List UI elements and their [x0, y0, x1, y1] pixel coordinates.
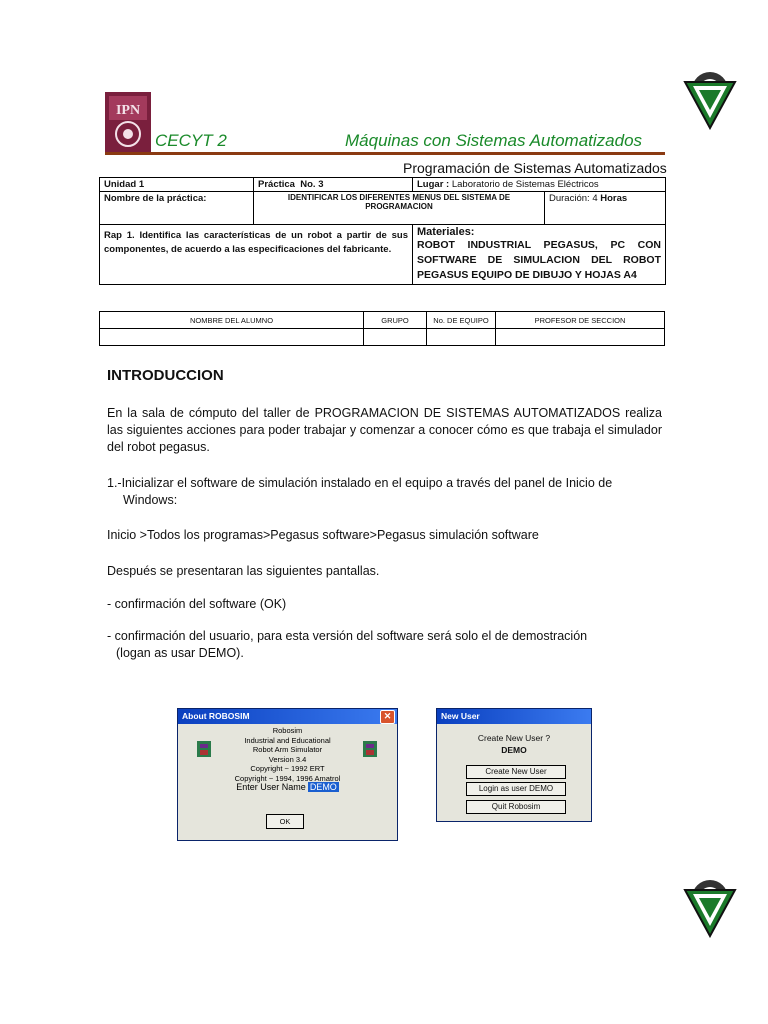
unidad-cell: Unidad 1: [100, 178, 254, 192]
students-header-name: NOMBRE DEL ALUMNO: [100, 312, 364, 329]
svg-text:IPN: IPN: [115, 103, 141, 118]
bullet-software: - confirmación del software (OK): [107, 597, 287, 611]
students-header-equipment: No. DE EQUIPO: [427, 312, 496, 329]
about-line: Version 3.4: [268, 754, 307, 764]
lugar-cell: [413, 178, 666, 192]
demo-label: DEMO: [501, 745, 527, 755]
bullet-user-line1: - confirmación del usuario, para esta versión del software será solo el de demostración: [107, 629, 588, 643]
lugar-label: Lugar :: [417, 179, 450, 190]
username-input[interactable]: DEMO: [309, 782, 337, 792]
materiales-label: Materiales:: [417, 226, 475, 238]
lugar-value: Laboratorio de Sistemas Eléctricos: [451, 179, 599, 190]
materiales-cell: [413, 225, 666, 285]
intro-heading: INTRODUCCION: [107, 367, 224, 384]
practica-cell: [254, 178, 413, 192]
step1: [107, 475, 662, 509]
practica-label: Práctica: [258, 179, 295, 190]
student-equipment-input[interactable]: [427, 329, 496, 346]
duracion-value: 4: [592, 193, 598, 204]
about-line: Robot Arm Simulator: [252, 745, 323, 754]
student-professor-input[interactable]: [496, 329, 665, 346]
nombre-label: Nombre de la práctica:: [100, 192, 254, 225]
nombre-value: IDENTIFICAR LOS DIFERENTES MENUS DEL SISTEMA DE PROGRAMACION: [254, 192, 545, 225]
about-content: [178, 726, 397, 793]
rap-cell: Rap 1. Identifica las características de un robot a partir de sus componentes, de acuerdo a las especificaciones del fabricante.: [100, 225, 413, 285]
create-question: Create New User ?: [477, 733, 551, 743]
about-line: Copyright ~ 1992 ERT: [250, 764, 325, 773]
students-header-professor: PROFESOR DE SECCION: [496, 312, 665, 329]
about-title: About ROBOSIM: [182, 711, 250, 721]
students-table: [99, 311, 665, 346]
about-line: Copyright ~ 1994, 1996 Amatrol: [234, 773, 341, 783]
step1-line1: 1.-Inicializar el software de simulación instalado en el equipo a través del panel de Inicio de: [107, 476, 613, 490]
practica-number: No. 3: [300, 179, 324, 190]
intro-paragraph: En la sala de cómputo del taller de PROGRAMACION DE SISTEMAS AUTOMATIZADOS realiza las siguientes acciones para poder trabajar y comenzar a conocer cómo es que trabaja el simulador del robot pegasus.: [107, 406, 662, 454]
quit-robosim-button[interactable]: Quit Robosim: [466, 800, 566, 814]
screens-intro: Después se presentaran las siguientes pantallas.: [107, 564, 380, 578]
student-group-input[interactable]: [364, 329, 427, 346]
ok-button[interactable]: OK: [266, 814, 304, 829]
login-demo-button[interactable]: Login as user DEMO: [466, 782, 566, 796]
about-line: Robosim: [272, 726, 303, 735]
create-new-user-button[interactable]: Create New User: [466, 765, 566, 779]
duracion-unit: Horas: [600, 193, 628, 204]
username-row: [178, 783, 397, 793]
student-name-input[interactable]: [100, 329, 364, 346]
school-name: CECYT 2: [155, 131, 227, 150]
students-header-group: GRUPO: [364, 312, 427, 329]
about-line: Industrial and Educational: [244, 735, 331, 745]
area-name: Máquinas con Sistemas Automatizados: [345, 131, 643, 150]
step1-line2: Windows:: [123, 493, 178, 507]
new-user-title: New User: [441, 711, 480, 721]
cecyt-shield-logo: [679, 68, 741, 130]
bullet-user-line2: (logan as usar DEMO).: [116, 646, 244, 660]
about-titlebar: [178, 709, 397, 724]
new-user-dialog: [436, 708, 592, 822]
practice-info-table: [99, 177, 666, 285]
materiales-value: ROBOT INDUSTRIAL PEGASUS, PC CON SOFTWARE DE SIMULACION DEL ROBOT PEGASUS EQUIPO DE DIBUJO Y HOJAS A4: [417, 239, 661, 281]
username-label: Enter User Name: [236, 782, 306, 792]
menu-path: Inicio >Todos los programas>Pegasus software>Pegasus simulación software: [107, 528, 539, 542]
ipn-logo: [105, 92, 151, 152]
close-button[interactable]: ✕: [380, 710, 395, 724]
new-user-titlebar: [437, 709, 591, 724]
duracion-label: Duración:: [549, 193, 590, 204]
header-rule: [105, 152, 665, 155]
bullet-user: [107, 628, 587, 662]
cecyt-shield-logo: [679, 876, 741, 938]
subject-title: Programación de Sistemas Automatizados: [403, 160, 667, 176]
duracion-cell: [545, 192, 666, 225]
